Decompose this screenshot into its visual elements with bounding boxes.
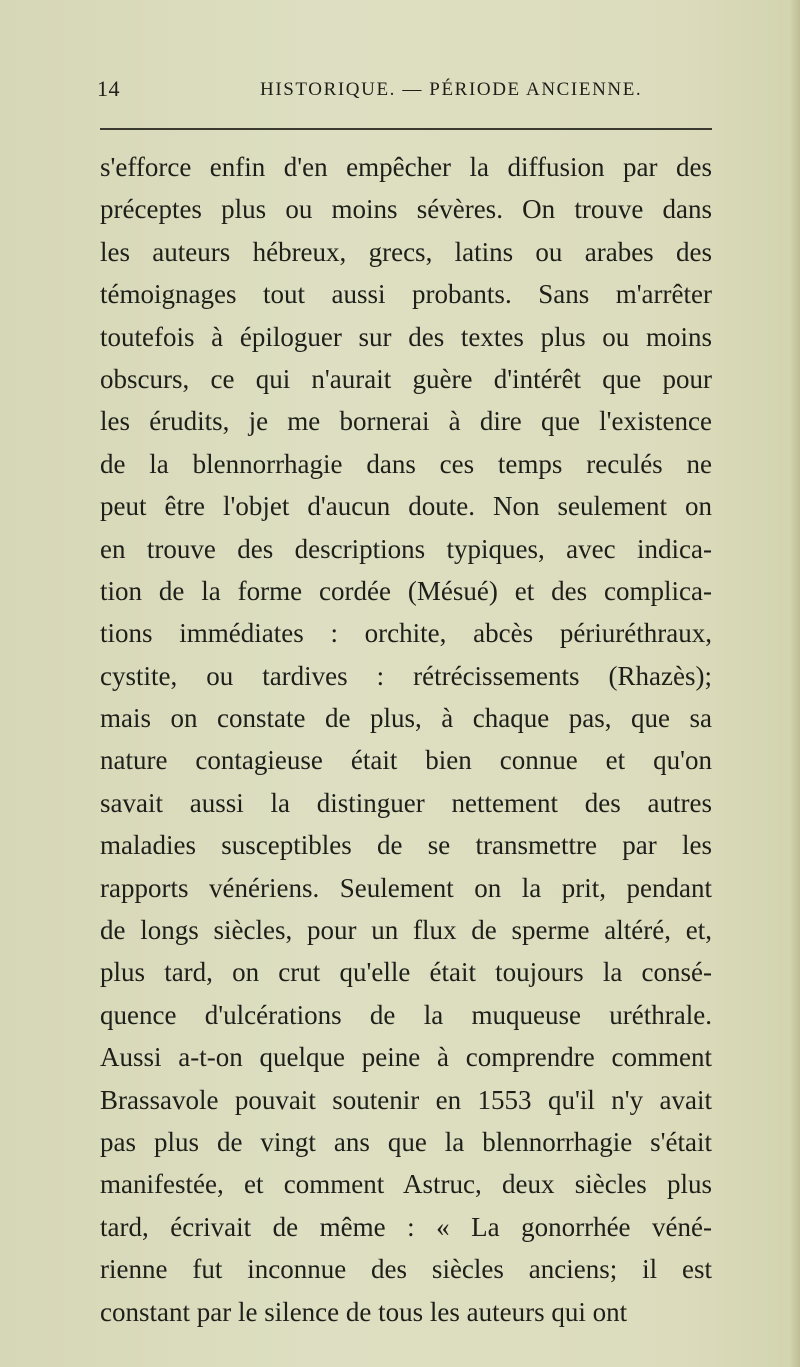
text-line: obscurs, ce qui n'aurait guère d'intérêt que pour — [100, 363, 712, 394]
page-number: 14 — [97, 76, 120, 101]
text-line: quence d'ulcérations de la muqueuse uréthrale. — [100, 999, 712, 1030]
text-line: les auteurs hébreux, grecs, latins ou arabes des — [100, 236, 712, 267]
text-line: savait aussi la distinguer nettement des autres — [100, 787, 712, 818]
text-line: tard, écrivait de même : « La gonorrhée véné- — [100, 1211, 712, 1242]
text-line: peut être l'objet d'aucun doute. Non seulement on — [100, 491, 712, 522]
text-line: rapports vénériens. Seulement on la prit, pendant — [100, 872, 712, 903]
text-line: constant par le silence de tous les auteurs qui ont — [100, 1296, 628, 1327]
text-line: rienne fut inconnue des siècles anciens; il est — [100, 1254, 712, 1285]
text-line: de la blennorrhagie dans ces temps reculés ne — [100, 448, 712, 479]
text-line: s'efforce enfin d'en empêcher la diffusion par des — [100, 152, 712, 182]
text-line: toutefois à épiloguer sur des textes plus ou moins — [100, 321, 712, 352]
text-line: plus tard, on crut qu'elle était toujours la consé- — [100, 957, 712, 988]
page-edge-shadow — [790, 0, 800, 1367]
header-rule — [100, 128, 712, 130]
text-line: cystite, ou tardives : rétrécissements (Rhazès); — [100, 660, 712, 691]
text-line: tions immédiates : orchite, abcès périuréthraux, — [100, 618, 712, 649]
text-line: mais on constate de plus, à chaque pas, que sa — [100, 703, 712, 734]
text-line: tion de la forme cordée (Mésué) et des complica- — [100, 575, 712, 606]
text-line: Aussi a-t-on quelque peine à comprendre comment — [100, 1042, 712, 1073]
text-line: pas plus de vingt ans que la blennorrhagie s'était — [100, 1126, 712, 1157]
text-line: de longs siècles, pour un flux de sperme altéré, et, — [100, 915, 712, 946]
page-header — [97, 76, 717, 110]
running-head: HISTORIQUE. — PÉRIODE ANCIENNE. — [260, 79, 643, 100]
text-line: témoignages tout aussi probants. Sans m'arrêter — [100, 279, 712, 310]
text-line: maladies susceptibles de se transmettre par les — [100, 830, 712, 861]
text-line: les érudits, je me bornerai à dire que l'existence — [100, 406, 712, 437]
text-line: préceptes plus ou moins sévères. On trouve dans — [100, 194, 712, 225]
text-line: Brassavole pouvait soutenir en 1553 qu'il n'y avait — [100, 1084, 712, 1115]
text-line: en trouve des descriptions typiques, avec indica- — [100, 533, 712, 564]
body-text — [100, 146, 712, 1333]
text-line: nature contagieuse était bien connue et qu'on — [100, 745, 712, 776]
text-line: manifestée, et comment Astruc, deux siècles plus — [100, 1169, 712, 1200]
